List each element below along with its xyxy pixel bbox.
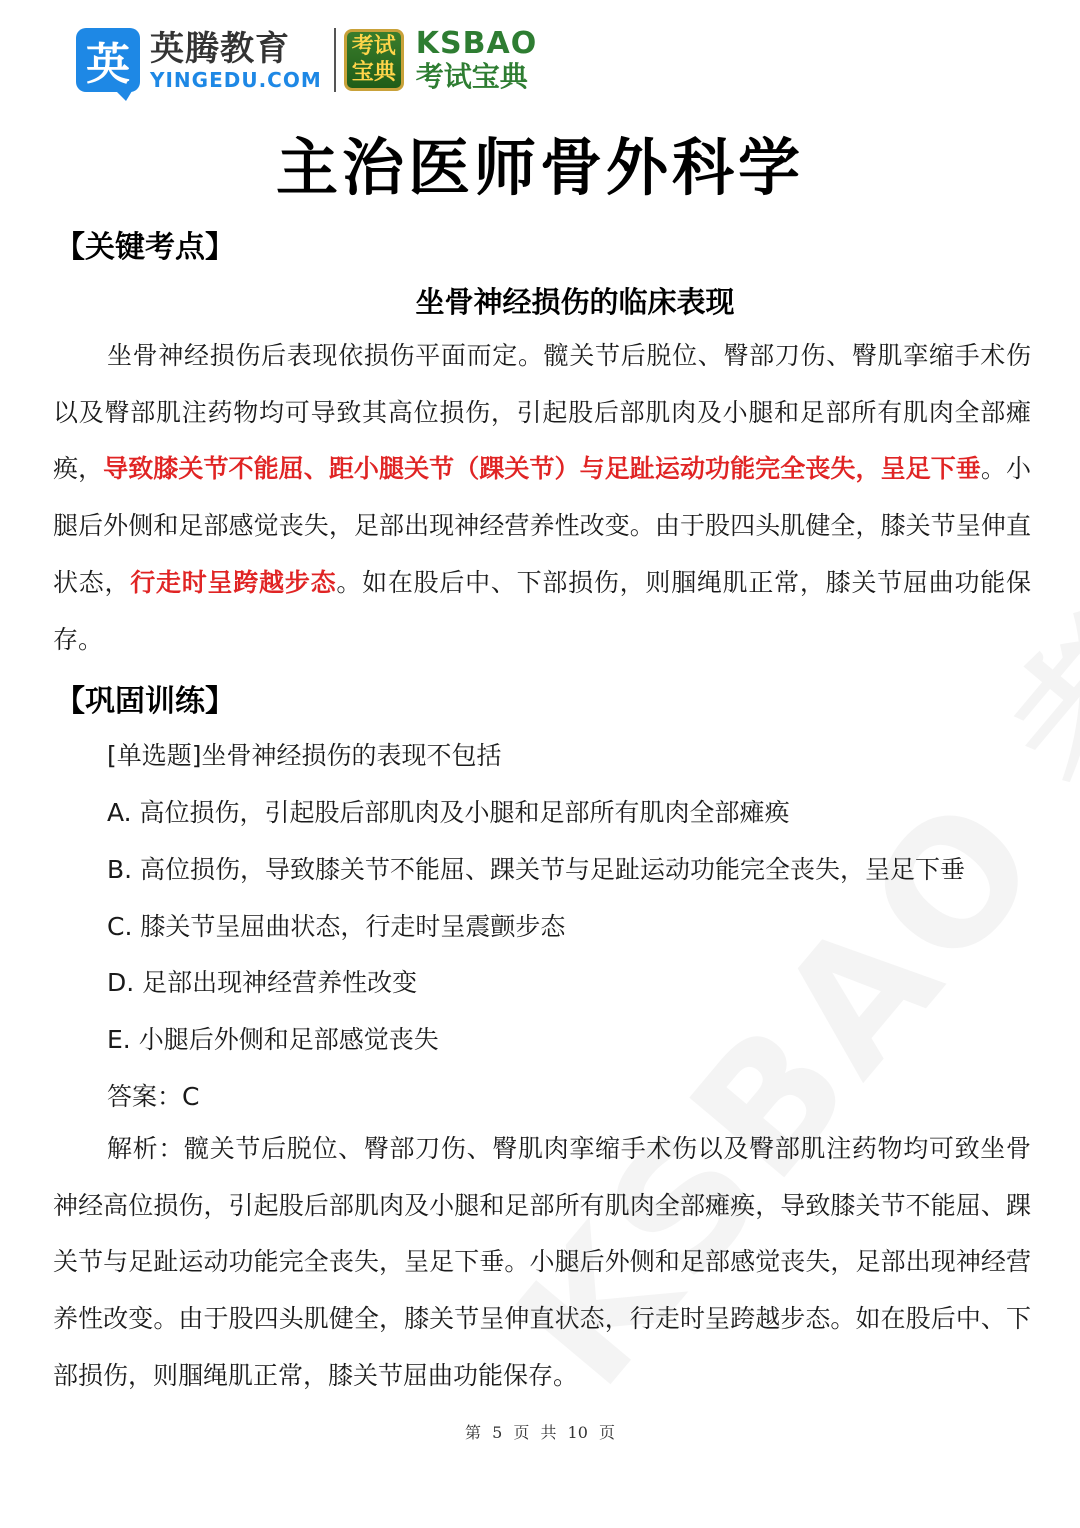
option-d: D. 足部出现神经营养性改变 xyxy=(107,968,418,997)
answer-text: 答案：C xyxy=(107,1082,200,1111)
option-a: A. 高位损伤，引起股后部肌肉及小腿和足部所有肌肉全部瘫痪 xyxy=(107,798,790,827)
ksbao-name: 考试宝典 xyxy=(415,60,528,93)
key-points-subtitle: 坐骨神经损伤的临床表现 xyxy=(415,285,735,319)
yingedu-logo-text xyxy=(150,29,322,91)
ksbao-brand: KSBAO xyxy=(415,26,538,61)
key-points-highlight: 行走时呈跨越步态 xyxy=(130,567,337,597)
question-text: [单选题]坐骨神经损伤的表现不包括 xyxy=(107,741,502,770)
analysis-paragraph: 解析：髋关节后脱位、臀部刀伤、臀肌肉挛缩手术伤以及臀部肌注药物均可致坐骨神经高位损伤，引起股后部肌肉及小腿和足部所有肌肉全部瘫痪，导致膝关节不能屈、踝关节与足趾运动功能完全丧失，呈足下垂。小腿后外侧和足部感觉丧失，足部出现神经营养性改变。由于股四头肌健全，膝关节呈伸直状态，行走时呈跨越步态。如在股后中、下部损伤，则腘绳肌正常，膝关节屈曲功能保存。 xyxy=(53,1134,1031,1390)
ksbao-logo-text xyxy=(416,27,537,93)
key-points-highlight: 导致膝关节不能屈、距小腿关节（踝关节）与足趾运动功能完全丧失，呈足下垂 xyxy=(103,454,981,484)
header-logos xyxy=(76,20,537,100)
option-e: E. 小腿后外侧和足部感觉丧失 xyxy=(107,1025,439,1054)
key-points-text: 。如在股后中、下部损伤，则腘绳肌正常，膝关节屈曲功能保存。 xyxy=(53,567,1031,654)
key-points-heading: 【关键考点】 xyxy=(55,230,235,265)
logo-divider xyxy=(334,28,336,92)
practice-heading: 【巩固训练】 xyxy=(55,684,235,719)
option-b: B. 高位损伤，导致膝关节不能屈、踝关节与足趾运动功能完全丧失，呈足下垂 xyxy=(107,855,966,884)
yingedu-logo-icon: 英 xyxy=(76,28,140,92)
key-points-text: 。小腿后外侧和足部感觉丧失，足部出现神经营养性改变。由于股四头肌健全，膝关节呈伸直状态， xyxy=(53,454,1031,597)
ksbao-logo-icon: 考试宝典 xyxy=(344,29,404,91)
yingedu-domain: YINGEDU.COM xyxy=(150,68,322,92)
key-points-text: 坐骨神经损伤后表现依损伤平面而定。髋关节后脱位、臀部刀伤、臀肌挛缩手术伤以及臀部肌注药物均可导致其高位损伤，引起股后部肌肉及小腿和足部所有肌肉全部瘫痪， xyxy=(53,341,1031,484)
page-title: 主治医师骨外科学 xyxy=(275,131,804,204)
page-number: 第 5 页 共 10 页 xyxy=(465,1423,615,1442)
option-c: C. 膝关节呈屈曲状态，行走时呈震颤步态 xyxy=(107,912,566,941)
yingedu-name: 英腾教育 xyxy=(150,29,290,69)
key-points-paragraph xyxy=(53,328,1031,668)
